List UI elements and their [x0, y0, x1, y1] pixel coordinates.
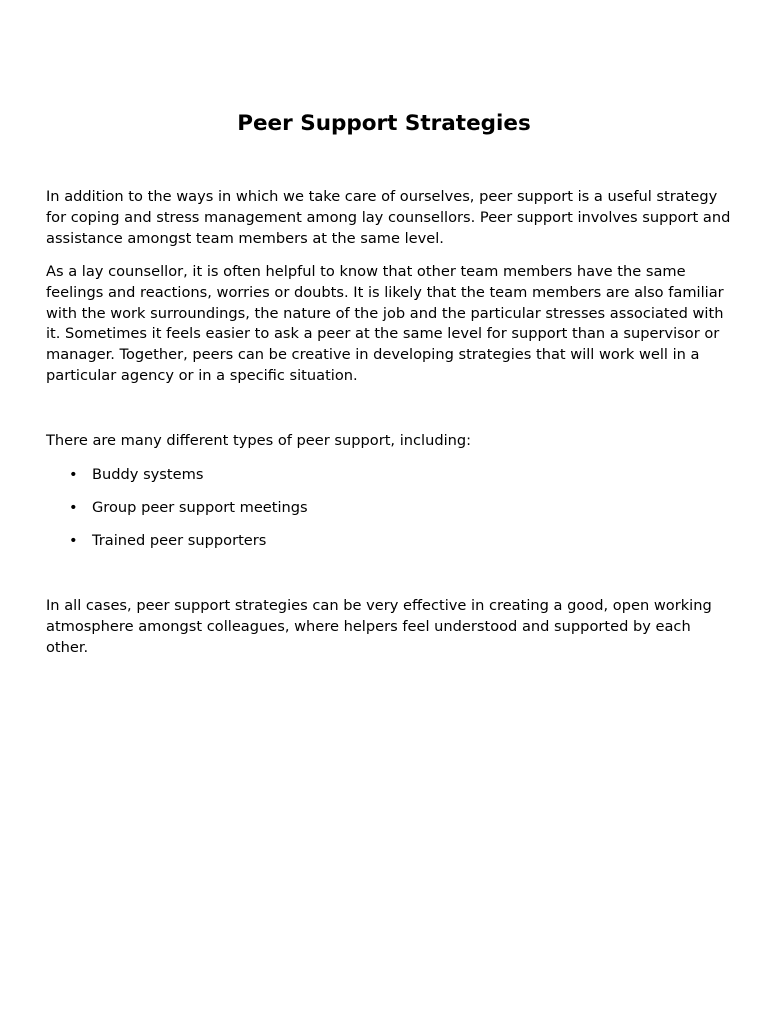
list-item-text: Buddy systems — [92, 466, 204, 483]
page-title: Peer Support Strategies — [237, 111, 531, 136]
peer-support-types-list — [46, 465, 736, 564]
bullet-icon: • — [69, 466, 78, 483]
bullet-icon: • — [69, 531, 78, 549]
list-item-text: Group peer support meetings — [92, 498, 308, 516]
paragraph-intro: In addition to the ways in which we take care of ourselves, peer support is a useful strategy for coping and stress management among lay counsellors. Peer support involves support and assistance amongst team members at the same level. — [46, 188, 731, 247]
list-item — [46, 531, 736, 552]
bullet-icon: • — [69, 498, 78, 516]
paragraph-conclusion: In all cases, peer support strategies can be very effective in creating a good, open working atmosphere amongst colleagues, where helpers feel understood and supported by each other. — [46, 597, 712, 656]
list-item-text: Trained peer supporters — [92, 531, 267, 549]
paragraph-lay-counsellor: As a lay counsellor, it is often helpful to know that other team members have the same feelings and reactions, worries or doubts. It is likely that the team members are also familiar with the work surroundings, the nature of the job and the particular stresses associated with it. Sometimes it feels easier to ask a peer at the same level for support than a supervisor or manager. Together, peers can be creative in developing strategies that will work well in a particular agency or in a specific situation. — [46, 263, 724, 384]
paragraph-types-intro: There are many different types of peer support, including: — [46, 432, 472, 449]
list-item — [46, 498, 736, 519]
list-item — [46, 465, 736, 486]
